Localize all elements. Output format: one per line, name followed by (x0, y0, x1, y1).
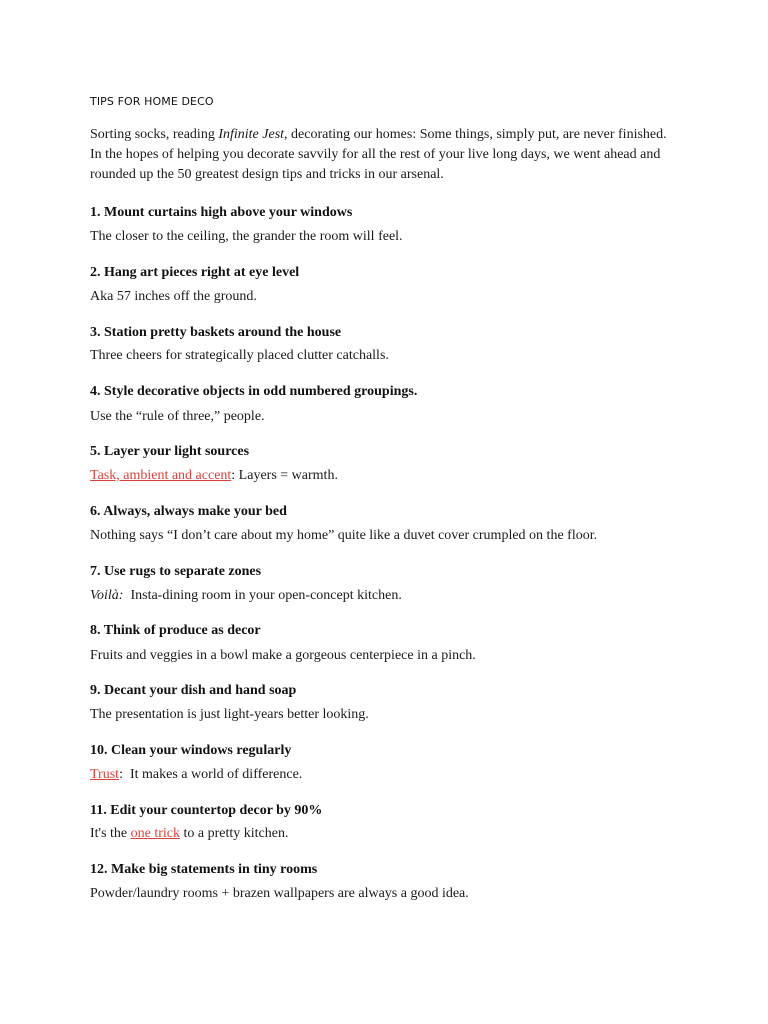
tip-body-8: Fruits and veggies in a bowl make a gorgeous centerpiece in a pinch. (90, 648, 476, 663)
tip-body-10: Trust: It makes a world of difference. (90, 767, 303, 782)
one-trick-link[interactable]: one trick (130, 826, 181, 841)
book-title: Infinite Jest (218, 127, 285, 142)
tip-heading-7: 7. Use rugs to separate zones (90, 564, 262, 579)
intro-line-2: In the hopes of helping you decorate savvily for all the rest of your live long days, we went ahead and (90, 147, 661, 162)
voila-emphasis: Voilà: (90, 588, 124, 603)
tip-body-11: It's the one trick to a pretty kitchen. (90, 826, 289, 841)
trust-link[interactable]: Trust (90, 767, 120, 782)
tip-body-9: The presentation is just light-years better looking. (90, 707, 369, 722)
tip-body-3: Three cheers for strategically placed clutter catchalls. (90, 348, 389, 363)
tip-heading-2: 2. Hang art pieces right at eye level (90, 265, 300, 280)
tip-body-2: Aka 57 inches off the ground. (90, 289, 257, 304)
tip-heading-9: 9. Decant your dish and hand soap (90, 683, 297, 698)
tip-body-6: Nothing says “I don’t care about my home” quite like a duvet cover crumpled on the floor. (90, 528, 598, 543)
tip-heading-1: 1. Mount curtains high above your windows (90, 205, 353, 220)
tip-body-4: Use the “rule of three,” people. (90, 409, 265, 424)
intro-paragraph (90, 125, 690, 185)
document-title: TIPS FOR HOME DECO (90, 95, 214, 108)
tip-heading-6: 6. Always, always make your bed (90, 504, 287, 519)
tip-heading-10: 10. Clean your windows regularly (90, 743, 292, 758)
tip-heading-8: 8. Think of produce as decor (90, 623, 261, 638)
tip-heading-12: 12. Make big statements in tiny rooms (90, 862, 318, 877)
light-sources-link[interactable]: Task, ambient and accent (90, 468, 232, 483)
tip-body-12: Powder/laundry rooms + brazen wallpapers are always a good idea. (90, 886, 469, 901)
intro-line-3: rounded up the 50 greatest design tips and tricks in our arsenal. (90, 167, 444, 182)
tip-body-1: The closer to the ceiling, the grander the room will feel. (90, 229, 403, 244)
tip-body-5: Task, ambient and accent: Layers = warmth. (90, 468, 338, 483)
tip-body-7: Voilà: Insta-dining room in your open-concept kitchen. (90, 588, 402, 603)
tip-heading-4: 4. Style decorative objects in odd numbered groupings. (90, 384, 418, 399)
tip-heading-5: 5. Layer your light sources (90, 444, 250, 459)
tip-heading-11: 11. Edit your countertop decor by 90% (90, 803, 323, 818)
intro-line-1: Sorting socks, reading Infinite Jest, decorating our homes: Some things, simply put, are never finished. (90, 127, 667, 142)
tip-heading-3: 3. Station pretty baskets around the house (90, 325, 342, 340)
